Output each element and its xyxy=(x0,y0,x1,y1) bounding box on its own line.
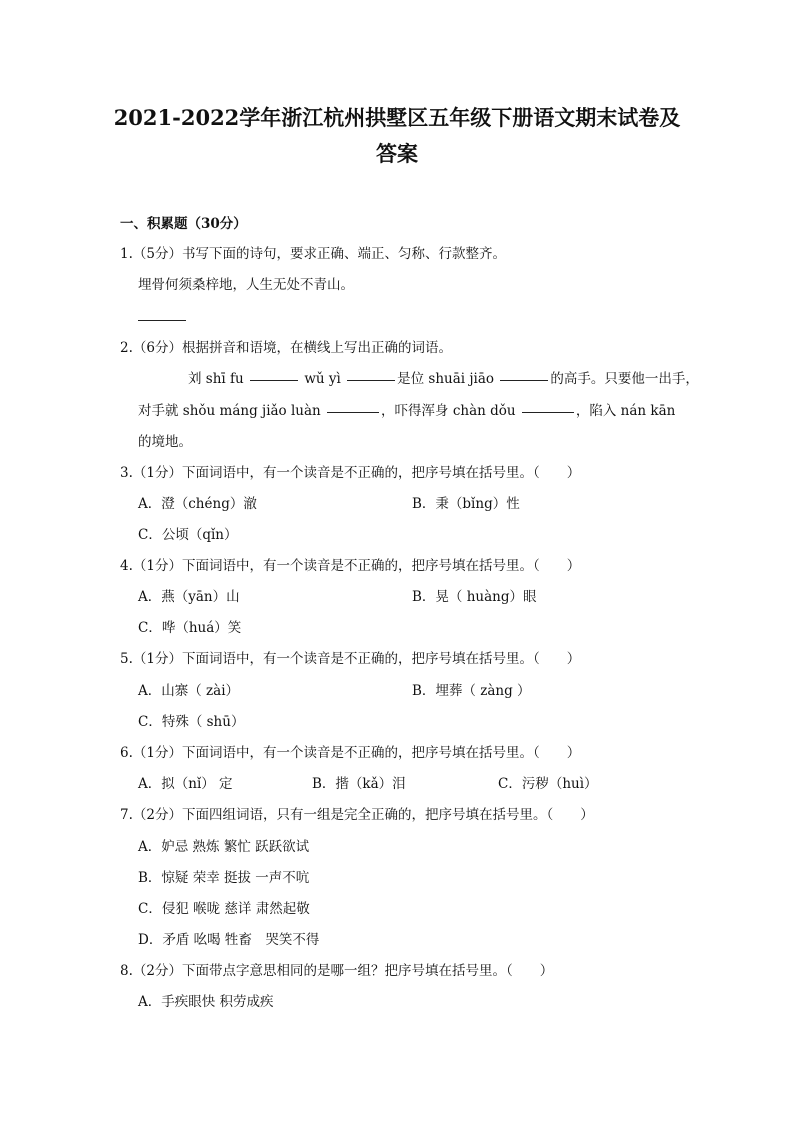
q8-option-a[interactable]: A．手疾眼快 积劳成疾 xyxy=(138,994,274,1010)
q5-option-b[interactable]: B．埋葬（ zàng ） xyxy=(412,683,531,699)
q7-option-c[interactable]: C．侵犯 喉咙 慈详 肃然起敬 xyxy=(138,901,310,917)
q7-stem: 7.（2分）下面四组词语，只有一组是完全正确的，把序号填在括号里。（ ） xyxy=(120,807,594,823)
q3-stem: 3.（1分）下面词语中，有一个读音是不正确的，把序号填在括号里。（ ） xyxy=(120,465,581,481)
q5-option-c[interactable]: C．特殊（ shū） xyxy=(138,714,245,730)
q2-text-gaoshou: 的高手。只要他一出手， xyxy=(550,371,699,387)
q2-pinyin-shoumang: 对手就 shǒu máng jiǎo luàn xyxy=(138,403,321,419)
q4-stem: 4.（1分）下面词语中，有一个读音是不正确的，把序号填在括号里。（ ） xyxy=(120,558,581,574)
q6-option-a[interactable]: A．拟（nǐ） 定 xyxy=(138,776,233,792)
q3-option-b[interactable]: B．秉（bǐng）性 xyxy=(412,496,520,512)
title-line-1: 2021-2022学年浙江杭州拱墅区五年级下册语文期末试卷及 xyxy=(113,105,681,130)
q2-pinyin-shifu: 刘 shī fu xyxy=(188,371,244,387)
q2-line3: 的境地。 xyxy=(138,434,192,450)
section-heading: 一、积累题（30分） xyxy=(120,216,247,232)
q2-blank-4[interactable] xyxy=(327,411,379,413)
q6-option-b[interactable]: B．揩（kǎ）泪 xyxy=(312,776,406,792)
q7-option-b[interactable]: B．惊疑 荣幸 挺拔 一声不吭 xyxy=(138,870,310,886)
title-line-2: 答案 xyxy=(376,141,418,166)
q2-blank-3[interactable] xyxy=(500,379,548,381)
q3-option-a[interactable]: A．澄（chéng）澈 xyxy=(138,496,257,512)
q2-blank-2[interactable] xyxy=(347,379,395,381)
q8-stem: 8.（2分）下面带点字意思相同的是哪一组？把序号填在括号里。（ ） xyxy=(120,963,554,979)
document-title xyxy=(110,100,684,172)
q2-pinyin-nankan: ，陷入 nán kān xyxy=(575,403,676,419)
q1-stem: 1.（5分）书写下面的诗句，要求正确、端正、匀称、行款整齐。 xyxy=(120,246,506,262)
q2-pinyin-wuyi: wǔ yì xyxy=(304,371,341,387)
q2-line1 xyxy=(188,369,699,389)
q1-poem: 埋骨何须桑梓地，人生无处不青山。 xyxy=(138,277,354,293)
q6-option-c[interactable]: C．污秽（huì） xyxy=(498,776,598,792)
q1-answer-line[interactable] xyxy=(138,320,186,321)
q2-pinyin-shuaijiao: 是位 shuāi jiāo xyxy=(397,371,495,387)
q2-pinyin-chandou: ，吓得浑身 chàn dǒu xyxy=(381,403,516,419)
q2-blank-5[interactable] xyxy=(522,411,574,413)
q4-option-a[interactable]: A．燕（yān）山 xyxy=(138,589,240,605)
q5-option-a[interactable]: A．山寨（ zài） xyxy=(138,683,240,699)
q7-option-d[interactable]: D．矛盾 吆喝 牲畜 哭笑不得 xyxy=(138,932,320,948)
q7-option-a[interactable]: A．妒忌 熟炼 繁忙 跃跃欲试 xyxy=(138,839,310,855)
q2-stem: 2.（6分）根据拼音和语境，在横线上写出正确的词语。 xyxy=(120,340,452,356)
q3-option-c[interactable]: C．公顷（qǐn） xyxy=(138,527,238,543)
q6-stem: 6.（1分）下面词语中，有一个读音是不正确的，把序号填在括号里。（ ） xyxy=(120,745,581,761)
q4-option-b[interactable]: B．晃（ huàng）眼 xyxy=(412,589,537,605)
q2-line2 xyxy=(138,401,675,421)
q5-stem: 5.（1分）下面词语中，有一个读音是不正确的，把序号填在括号里。（ ） xyxy=(120,651,581,667)
q4-option-c[interactable]: C．哗（huá）笑 xyxy=(138,620,242,636)
q2-blank-1[interactable] xyxy=(250,379,298,381)
